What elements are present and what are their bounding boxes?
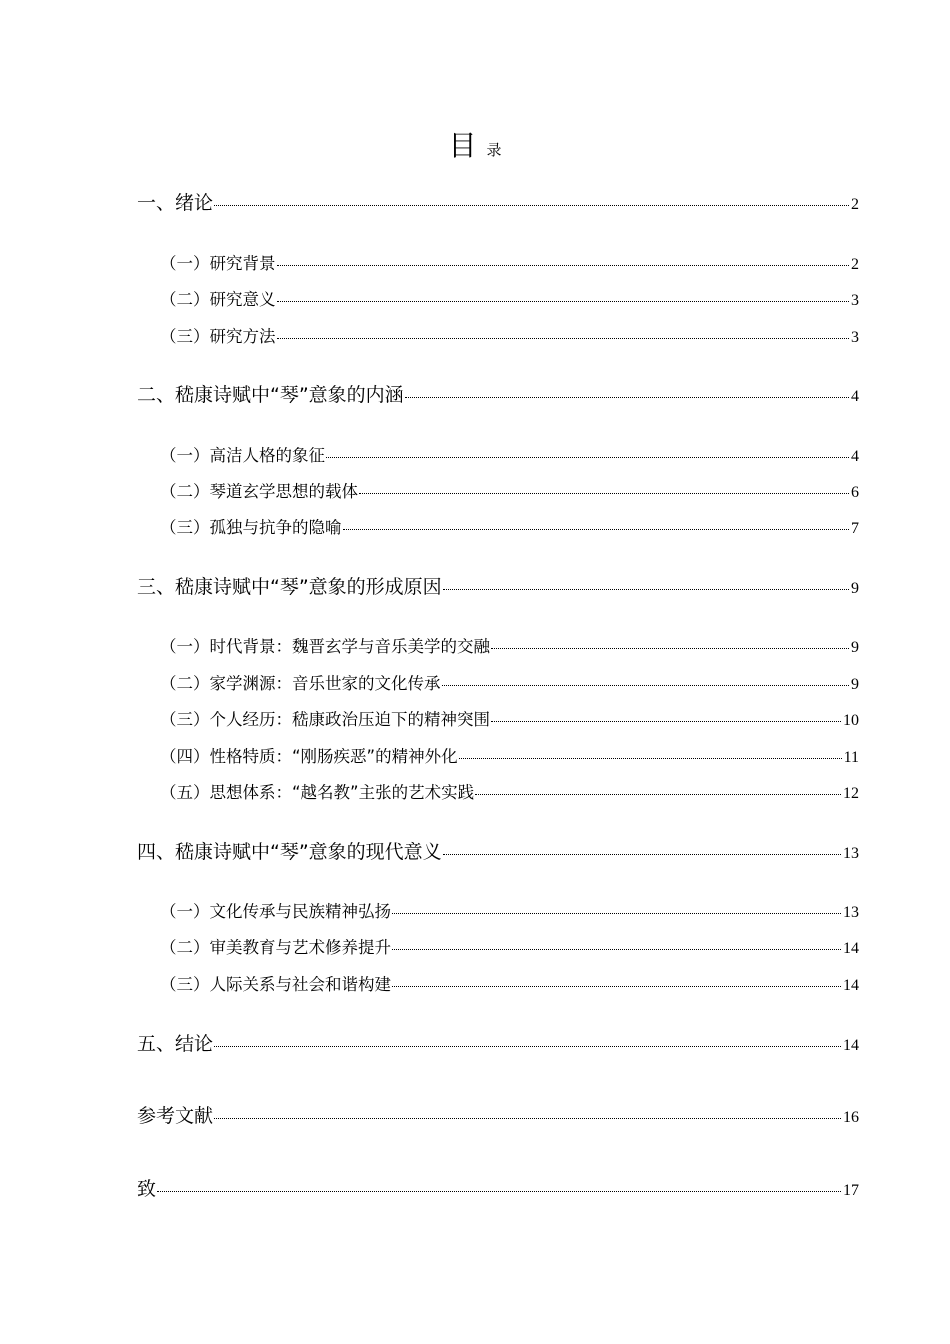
toc-entry-text: （二）琴道玄学思想的载体 (160, 482, 358, 501)
leader-dots (343, 529, 850, 530)
toc-entry-3-4[interactable] (160, 743, 859, 767)
toc-entry-text: （三）研究方法 (160, 327, 276, 346)
toc-entry-page: 4 (851, 388, 859, 405)
toc-entry-text: 参考文献 (137, 1105, 214, 1127)
toc-entry-page: 12 (843, 785, 859, 802)
toc-entry-text: 致 (137, 1178, 157, 1200)
toc-entry-text: （三）孤独与抗争的隐喻 (160, 518, 342, 537)
toc-entry-text: （二）研究意义 (160, 290, 276, 309)
toc-entry-introduction[interactable] (137, 188, 859, 215)
toc-entry-text: （五）思想体系：“越名教”主张的艺术实践 (160, 783, 475, 802)
toc-entry-page: 14 (843, 977, 859, 994)
toc-entry-text: （一）高洁人格的象征 (160, 446, 325, 465)
toc-entry-page: 4 (851, 448, 859, 465)
toc-entry-conclusion[interactable] (137, 1029, 859, 1056)
toc-entry-chapter-4[interactable] (137, 837, 859, 864)
leader-dots (459, 758, 842, 759)
leader-dots (214, 1118, 841, 1119)
toc-entry-4-2[interactable] (160, 934, 859, 958)
toc-entry-text: （一）研究背景 (160, 254, 276, 273)
toc-entry-4-1[interactable] (160, 898, 859, 922)
toc-entry-page: 17 (843, 1182, 859, 1199)
toc-entry-1-3[interactable] (160, 323, 859, 347)
toc-title-sub: 录 (486, 141, 502, 159)
toc-entry-3-2[interactable] (160, 670, 859, 694)
toc-entry-text: 四、嵇康诗赋中“琴”意象的现代意义 (137, 841, 442, 863)
toc-entry-references[interactable] (137, 1101, 859, 1128)
toc-entry-text: （二）家学渊源：音乐世家的文化传承 (160, 674, 441, 693)
leader-dots (475, 794, 841, 795)
toc-entry-4-3[interactable] (160, 971, 859, 995)
toc-entry-page: 2 (851, 256, 859, 273)
toc-entry-page: 16 (843, 1109, 859, 1126)
toc-entry-text: 二、嵇康诗赋中“琴”意象的内涵 (137, 384, 404, 406)
toc-entry-1-1[interactable] (160, 250, 859, 274)
toc-entry-1-2[interactable] (160, 286, 859, 310)
toc-entry-page: 13 (843, 845, 859, 862)
toc-entry-2-2[interactable] (160, 478, 859, 502)
leader-dots (442, 685, 850, 686)
toc-entry-3-1[interactable] (160, 633, 859, 657)
leader-dots (214, 205, 849, 206)
toc-entry-page: 3 (851, 292, 859, 309)
leader-dots (443, 589, 849, 590)
toc-entry-page: 11 (843, 749, 859, 766)
leader-dots (277, 301, 850, 302)
leader-dots (491, 721, 841, 722)
toc-entry-text: （二）审美教育与艺术修养提升 (160, 938, 391, 957)
toc-entry-chapter-3[interactable] (137, 572, 859, 599)
toc-entry-text: （三）人际关系与社会和谐构建 (160, 975, 391, 994)
toc-entry-text: （三）个人经历：嵇康政治压迫下的精神突围 (160, 710, 490, 729)
toc-entry-page: 3 (851, 329, 859, 346)
leader-dots (359, 493, 849, 494)
leader-dots (277, 338, 850, 339)
toc-title-main: 目 (448, 129, 477, 162)
leader-dots (326, 457, 849, 458)
leader-dots (277, 265, 850, 266)
toc-title (0, 124, 950, 164)
leader-dots (392, 913, 841, 914)
toc-entry-page: 9 (851, 580, 859, 597)
toc-entry-3-3[interactable] (160, 706, 859, 730)
toc-entry-2-3[interactable] (160, 514, 859, 538)
toc-entry-page: 6 (851, 484, 859, 501)
toc-entry-page: 10 (843, 712, 859, 729)
toc-entry-text: 五、结论 (137, 1033, 214, 1055)
toc-entry-page: 9 (851, 639, 859, 656)
toc-entry-acknowledgements[interactable] (137, 1174, 859, 1201)
toc-entry-page: 14 (843, 1037, 859, 1054)
leader-dots (405, 397, 849, 398)
toc-entry-text: 三、嵇康诗赋中“琴”意象的形成原因 (137, 576, 442, 598)
leader-dots (157, 1191, 841, 1192)
toc-entry-text: （一）文化传承与民族精神弘扬 (160, 902, 391, 921)
toc-entry-3-5[interactable] (160, 779, 859, 803)
toc-entry-page: 14 (843, 940, 859, 957)
toc-entry-text: （四）性格特质：“刚肠疾恶”的精神外化 (160, 747, 458, 766)
toc-entry-page: 7 (851, 520, 859, 537)
toc-entry-page: 13 (843, 904, 859, 921)
toc-entry-page: 9 (851, 676, 859, 693)
toc-entry-page: 2 (851, 196, 859, 213)
toc-entry-text: （一）时代背景：魏晋玄学与音乐美学的交融 (160, 637, 490, 656)
leader-dots (491, 648, 849, 649)
leader-dots (443, 854, 841, 855)
leader-dots (214, 1046, 841, 1047)
leader-dots (392, 949, 841, 950)
toc-entry-chapter-2[interactable] (137, 380, 859, 407)
toc-entry-2-1[interactable] (160, 442, 859, 466)
toc-entry-text: 一、绪论 (137, 192, 214, 214)
leader-dots (392, 986, 841, 987)
